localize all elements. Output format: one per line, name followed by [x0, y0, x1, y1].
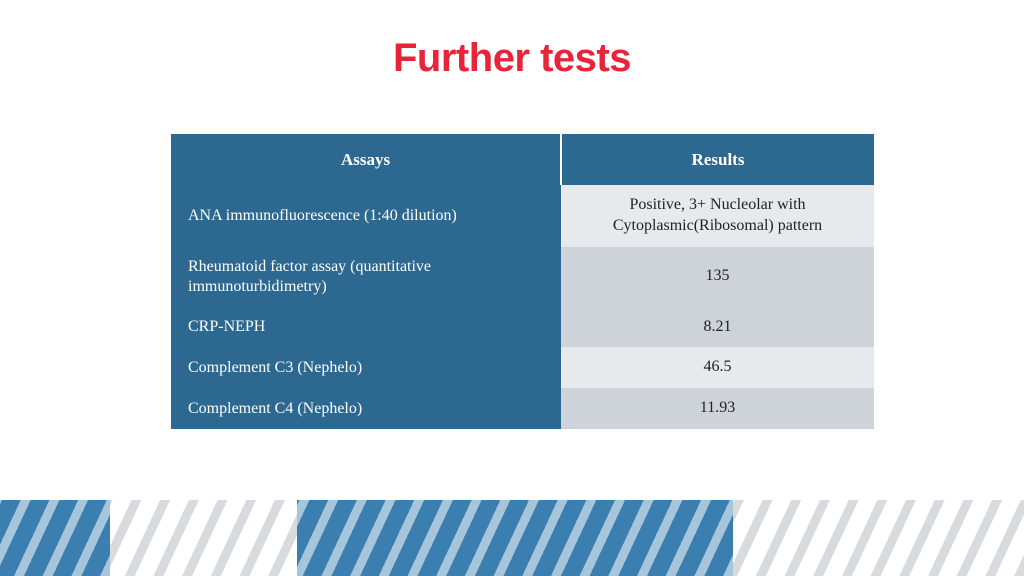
page-title: Further tests	[393, 36, 631, 80]
footer-blue-stripes	[297, 500, 733, 576]
assay-result: 11.93	[561, 388, 874, 429]
further-tests-table-container	[171, 134, 874, 429]
table-body	[171, 185, 874, 429]
assay-result: 135	[561, 247, 874, 307]
footer-blue-left-stripes	[0, 500, 110, 576]
assay-name: Rheumatoid factor assay (quantitative immunoturbidimetry)	[171, 247, 561, 307]
assay-name: CRP-NEPH	[171, 307, 561, 348]
table-row	[171, 347, 874, 388]
table-row	[171, 388, 874, 429]
table-row	[171, 247, 874, 307]
assay-result: 8.21	[561, 307, 874, 348]
table-header	[171, 134, 874, 185]
footer-decoration	[0, 500, 1024, 576]
assay-result: Positive, 3+ Nucleolar with Cytoplasmic(Ribosomal) pattern	[561, 185, 874, 247]
column-header-results: Results	[561, 134, 874, 185]
column-header-assays: Assays	[171, 134, 561, 185]
table-row	[171, 185, 874, 247]
table-row	[171, 307, 874, 348]
assay-name: Complement C3 (Nephelo)	[171, 347, 561, 388]
assay-name: ANA immunofluorescence (1:40 dilution)	[171, 185, 561, 247]
further-tests-table	[171, 134, 874, 429]
table-header-row	[171, 134, 874, 185]
assay-result: 46.5	[561, 347, 874, 388]
assay-name: Complement C4 (Nephelo)	[171, 388, 561, 429]
